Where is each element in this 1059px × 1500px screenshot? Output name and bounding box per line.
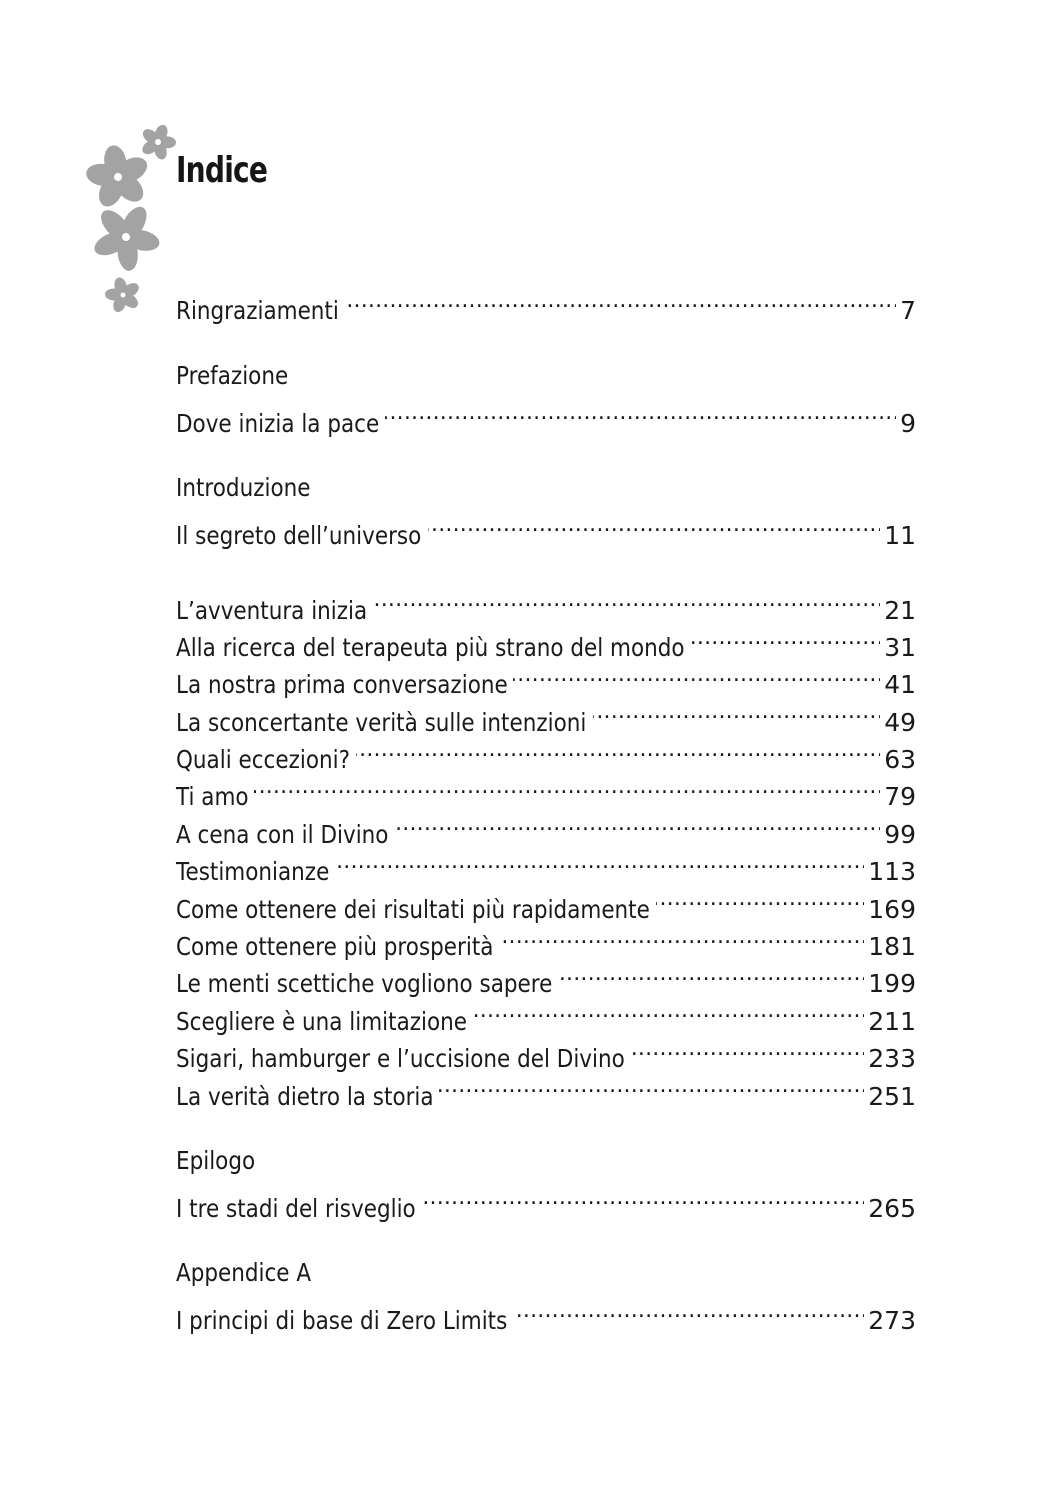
toc-entry[interactable]	[176, 805, 916, 849]
toc-entry-title: Come ottenere dei risultati più rapidamente	[176, 894, 650, 924]
toc-entry-title: L’avventura inizia	[176, 595, 368, 625]
dot-leader	[428, 506, 881, 543]
toc-entry-title: Sigari, hamburger e l’uccisione del Divino	[176, 1044, 625, 1074]
toc-entry-title: Il segreto dell’universo	[176, 520, 422, 550]
dot-leader	[631, 1030, 865, 1067]
dot-leader	[500, 918, 864, 955]
toc-section-heading	[176, 1142, 916, 1179]
toc-entry-title: A cena con il Divino	[176, 819, 389, 849]
toc-page-number: 31	[884, 632, 916, 662]
toc-section-heading	[176, 357, 916, 394]
dot-leader	[559, 955, 865, 992]
toc-page-number: 79	[884, 782, 916, 812]
toc-entry-title: La sconcertante verità sulle intenzioni	[176, 707, 587, 737]
toc-entry-title: Quali eccezioni?	[176, 745, 351, 775]
page-title: Indice	[176, 150, 268, 191]
dot-leader	[345, 282, 896, 319]
toc-entry-title: La nostra prima conversazione	[176, 670, 508, 700]
table-of-contents	[176, 282, 916, 1335]
toc-entry-title: I tre stadi del risveglio	[176, 1193, 416, 1223]
toc-page-number: 181	[868, 932, 916, 962]
toc-page-number: 63	[884, 745, 916, 775]
toc-entry[interactable]	[176, 1292, 916, 1335]
toc-entry-title: Le menti scettiche vogliono sapere	[176, 969, 553, 999]
toc-entry[interactable]	[176, 656, 916, 700]
toc-heading-text: Epilogo	[176, 1145, 256, 1175]
dot-leader	[356, 731, 880, 768]
dot-leader	[385, 394, 896, 431]
toc-entry[interactable]	[176, 843, 916, 887]
toc-page-number: 273	[868, 1305, 916, 1335]
toc-page-number: 265	[868, 1193, 916, 1223]
toc-page-number: 49	[884, 707, 916, 737]
flower-cluster-icon	[80, 115, 190, 325]
toc-entry-title: Alla ricerca del terapeuta più strano del mondo	[176, 632, 685, 662]
toc-entry-title: La verità dietro la storia	[176, 1081, 434, 1111]
toc-entry-title: Testimonianze	[176, 857, 330, 887]
toc-page-number: 233	[868, 1044, 916, 1074]
toc-entry-title: I principi di base di Zero Limits	[176, 1305, 508, 1335]
toc-section-heading	[176, 1254, 916, 1291]
toc-page-number: 113	[868, 857, 916, 887]
toc-entry[interactable]	[176, 1067, 916, 1111]
toc-page-number: 199	[868, 969, 916, 999]
dot-leader	[514, 1292, 865, 1329]
toc-page-number: 169	[868, 894, 916, 924]
toc-entry[interactable]	[176, 1030, 916, 1074]
toc-page-number: 41	[884, 670, 916, 700]
toc-entry[interactable]	[176, 282, 916, 326]
toc-entry[interactable]	[176, 581, 916, 625]
toc-heading-text: Appendice A	[176, 1258, 312, 1288]
toc-entry[interactable]	[176, 693, 916, 737]
toc-page-number: 11	[884, 520, 916, 550]
toc-entry[interactable]	[176, 768, 916, 812]
dot-leader	[593, 693, 881, 730]
dot-leader	[421, 1179, 864, 1216]
toc-entry-title: Ti amo	[176, 782, 249, 812]
dot-leader	[690, 619, 880, 656]
toc-page-number: 211	[868, 1006, 916, 1036]
dot-leader	[439, 1067, 864, 1104]
toc-page-number: 7	[900, 296, 916, 326]
dot-leader	[395, 805, 880, 842]
toc-entry-title: Scegliere è una limitazione	[176, 1006, 468, 1036]
toc-entry-title: Come ottenere più prosperità	[176, 932, 494, 962]
toc-page-number: 251	[868, 1081, 916, 1111]
toc-entry[interactable]	[176, 619, 916, 662]
toc-entry[interactable]	[176, 992, 916, 1036]
toc-entry[interactable]	[176, 731, 916, 775]
toc-entry[interactable]	[176, 880, 916, 924]
toc-section-heading	[176, 469, 916, 506]
toc-heading-text: Prefazione	[176, 360, 289, 390]
dot-leader	[254, 768, 880, 805]
dot-leader	[373, 581, 880, 618]
toc-entry[interactable]	[176, 1179, 916, 1223]
toc-heading-text: Introduzione	[176, 472, 311, 502]
toc-entry-title: Ringraziamenti	[176, 296, 339, 326]
toc-page-number: 9	[900, 408, 916, 438]
toc-entry[interactable]	[176, 918, 916, 962]
dot-leader	[336, 843, 865, 880]
toc-entry[interactable]	[176, 394, 916, 438]
toc-page-number: 99	[884, 819, 916, 849]
dot-leader	[656, 880, 865, 917]
toc-entry-title: Dove inizia la pace	[176, 408, 380, 438]
toc-entry[interactable]	[176, 506, 916, 550]
dot-leader	[513, 656, 880, 693]
dot-leader	[473, 992, 864, 1029]
toc-page-number: 21	[884, 595, 916, 625]
toc-entry[interactable]	[176, 955, 916, 999]
